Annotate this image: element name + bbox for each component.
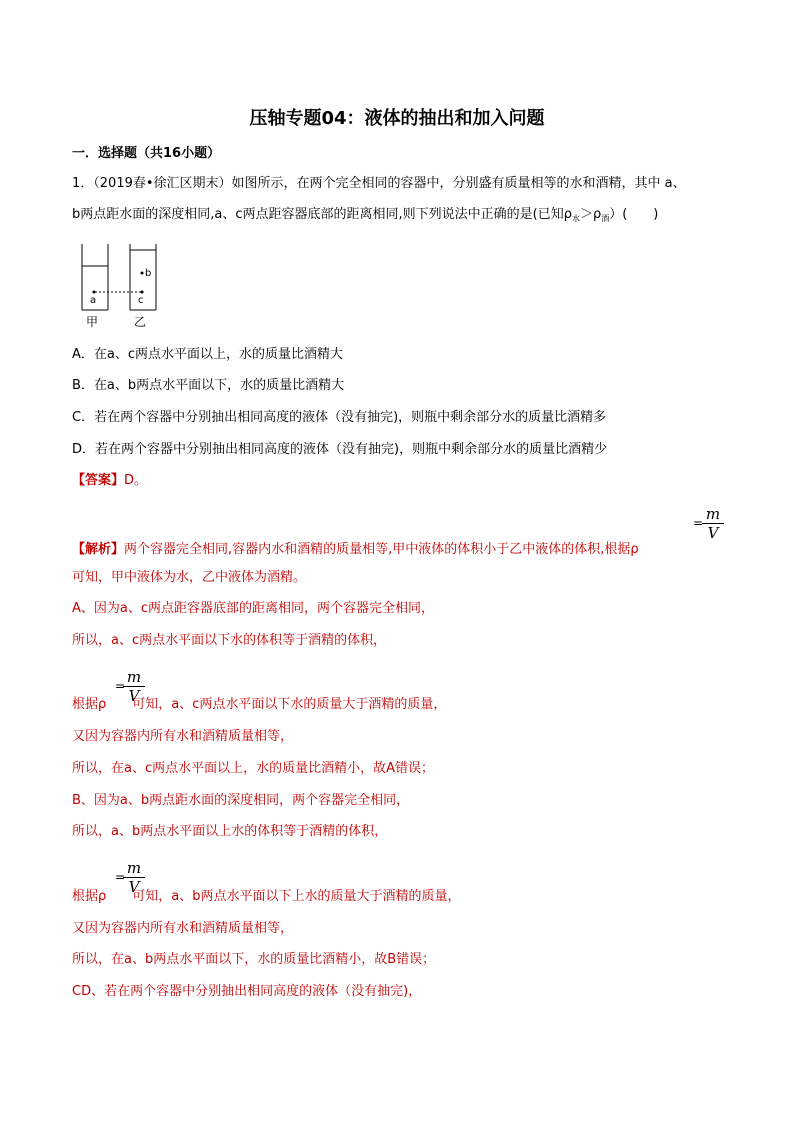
answer-line: [72, 472, 147, 490]
analysis-line-5: 根据ρ 可知，a、c两点水平面以下水的质量大于酒精的质量，: [72, 697, 447, 712]
option-b: B．在a、b两点水平面以下，水的质量比酒精大: [72, 378, 345, 393]
analysis-line-12: 所以，在a、b两点水平面以下，水的质量比酒精小，故B错误；: [72, 952, 436, 967]
analysis-line-11: 又因为容器内所有水和酒精质量相等，: [72, 921, 294, 936]
analysis-line-9: 所以，a、b两点水平面以上水的体积等于酒精的体积，: [72, 824, 388, 839]
point-b-dot: [141, 272, 144, 275]
analysis-line-6: 又因为容器内所有水和酒精质量相等，: [72, 729, 294, 744]
formula-eq-1: =: [693, 516, 704, 530]
analysis-line-13: CD、若在两个容器中分别抽出相同高度的液体（没有抽完)，: [72, 984, 422, 999]
label-yi: 乙: [134, 315, 147, 329]
point-a-label: a: [90, 295, 97, 306]
point-c-dot: [141, 291, 144, 294]
option-d: D．若在两个容器中分别抽出相同高度的液体（没有抽完)，则瓶中剩余部分水的质量比酒精少: [72, 442, 608, 457]
formula-fraction-1: m V: [702, 506, 724, 541]
formula-fraction-3: m V: [123, 860, 145, 895]
section-heading: 一．选择题（共16小题）: [72, 146, 221, 161]
analysis-line-4: 所以，a、c两点水平面以下水的体积等于酒精的体积，: [72, 633, 387, 648]
formula-fraction-2: m V: [123, 669, 145, 704]
question-line-1: 1．（2019春•徐汇区期末）如图所示，在两个完全相同的容器中，分别盛有质量相等的水和酒精，其中 a、: [72, 176, 686, 191]
formula-eq-3: =: [115, 870, 126, 884]
option-a: A．在a、c两点水平面以上，水的质量比酒精大: [72, 347, 344, 362]
formula-eq-2: =: [115, 679, 126, 693]
analysis-line-3: A、因为a、c两点距容器底部的距离相同，两个容器完全相同，: [72, 601, 435, 616]
point-c-label: c: [138, 295, 144, 306]
analysis-line-1: 【解析】两个容器完全相同,容器内水和酒精的质量相等,甲中液体的体积小于乙中液体的体积,根据ρ: [72, 542, 639, 557]
analysis-line-10: 根据ρ 可知，a、b两点水平面以下上水的质量大于酒精的质量，: [72, 889, 461, 904]
page-title: 压轴专题04：液体的抽出和加入问题: [249, 108, 545, 129]
analysis-line-2: 可知，甲中液体为水，乙中液体为酒精。: [72, 570, 307, 585]
analysis-line-8: B、因为a、b两点距水面的深度相同，两个容器完全相同，: [72, 793, 410, 808]
option-c: C．若在两个容器中分别抽出相同高度的液体（没有抽完)，则瓶中剩余部分水的质量比酒精多: [72, 410, 607, 425]
question-line-2: b两点距水面的深度相同,a、c两点距容器底部的距离相同,则下列说法中正确的是(已知$\rho_水>\rho_酒$）( ): [72, 207, 659, 223]
containers-figure: [76, 240, 166, 332]
analysis-line-7: 所以，在a、c两点水平面以上，水的质量比酒精小，故A错误；: [72, 761, 435, 776]
label-jia: 甲: [86, 315, 99, 329]
answer-label: 【答案】: [72, 473, 125, 488]
point-a-dot: [93, 291, 96, 294]
point-b-label: b: [145, 268, 152, 279]
answer-value: D。: [124, 473, 148, 488]
